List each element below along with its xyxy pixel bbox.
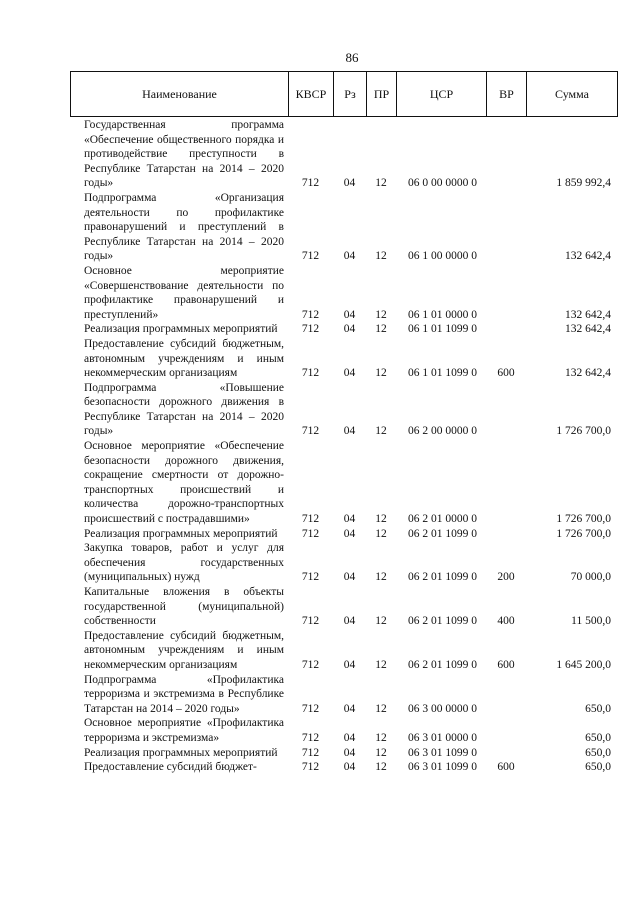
header-pr: ПР [367, 72, 397, 117]
table-row [70, 541, 617, 585]
page-number: 86 [345, 50, 359, 65]
cell-vr [486, 322, 526, 337]
header-rz: Рз [334, 72, 367, 117]
table-row [70, 264, 617, 322]
table-row [70, 527, 617, 542]
table-row [70, 673, 617, 717]
cell-sum: 11 500,0 [571, 615, 611, 628]
cell-csr: 06 3 00 0000 0 [408, 702, 477, 715]
cell-kvsr: 712 [301, 761, 320, 774]
cell-csr: 06 2 00 0000 0 [408, 425, 477, 438]
cell-pr: 12 [375, 367, 387, 380]
cell-name: Основное мероприятие «Профилактика терроризма и экстремизма» [84, 717, 284, 744]
cell-pr: 12 [375, 425, 387, 438]
cell-sum: 132 642,4 [565, 367, 611, 380]
cell-name: Подпрограмма «Профилактика терроризма и экстремизма в Республике Татарстан на 2014 – 2020 годы» [84, 673, 284, 715]
cell-sum: 1 726 700,0 [556, 425, 611, 438]
cell-kvsr: 712 [301, 571, 320, 584]
header-sum: Сумма [527, 72, 618, 117]
cell-csr: 06 1 01 1099 0 [408, 367, 477, 380]
cell-sum: 1 859 992,4 [556, 177, 611, 190]
cell-vr [486, 191, 526, 264]
cell-kvsr: 712 [301, 615, 320, 628]
cell-rz: 04 [343, 702, 356, 715]
cell-sum: 1 726 700,0 [556, 513, 611, 526]
cell-pr: 12 [375, 571, 387, 584]
cell-csr: 06 3 01 0000 0 [408, 731, 477, 744]
cell-vr: 400 [497, 615, 515, 628]
cell-name: Подпрограмма «Организация деятельности по профилактике правонарушений и преступлений в Республике Татарстан на 2014 – 2020 годы» [84, 191, 284, 263]
cell-rz: 04 [343, 615, 356, 628]
table-row [70, 585, 617, 629]
cell-kvsr: 712 [301, 658, 320, 671]
cell-vr: 200 [497, 571, 515, 584]
table-row [70, 118, 617, 191]
cell-vr [486, 439, 526, 527]
cell-vr [486, 381, 526, 439]
cell-vr [486, 746, 526, 761]
cell-sum: 70 000,0 [570, 571, 611, 584]
cell-rz: 04 [343, 761, 356, 774]
cell-kvsr: 712 [301, 425, 320, 438]
cell-kvsr: 712 [301, 367, 320, 380]
cell-name: Основное мероприятие «Обеспечение безопасности дорожного движения, сокращение смертности от дорожно-транспортных происшествий и количества дорожно-транспортных происшествий с пострадавшими» [84, 440, 284, 526]
header-kvsr: КВСР [289, 72, 334, 117]
cell-rz: 04 [343, 513, 356, 526]
cell-name: Предоставление субсидий бюджет- [84, 761, 257, 774]
cell-sum: 1 645 200,0 [556, 658, 611, 671]
cell-csr: 06 1 00 0000 0 [408, 250, 477, 263]
table-row [70, 746, 617, 761]
cell-vr [486, 716, 526, 745]
cell-rz: 04 [343, 746, 356, 759]
cell-csr: 06 2 01 1099 0 [408, 527, 477, 540]
cell-kvsr: 712 [301, 702, 320, 715]
cell-pr: 12 [375, 250, 387, 263]
cell-rz: 04 [343, 308, 356, 321]
table-row [70, 191, 617, 264]
budget-table-body [70, 118, 617, 775]
cell-name: Подпрограмма «Повышение безопасности дорожного движения в Республике Татарстан на 2014 – 2020 годы» [84, 381, 284, 438]
cell-rz: 04 [343, 658, 356, 671]
cell-vr [486, 118, 526, 191]
budget-table [70, 118, 617, 775]
cell-kvsr: 712 [301, 177, 320, 190]
header-vr: ВР [487, 72, 527, 117]
cell-csr: 06 3 01 1099 0 [408, 761, 477, 774]
cell-name: Предоставление субсидий бюджетным, автономным учреждениям и иным некоммерческим организациям [84, 629, 284, 671]
table-row [70, 629, 617, 673]
cell-name: Закупка товаров, работ и услуг для обеспечения государственных (муниципальных) нужд [84, 542, 284, 584]
cell-rz: 04 [343, 527, 356, 540]
cell-name: Реализация программных мероприятий [84, 323, 278, 336]
cell-pr: 12 [375, 658, 387, 671]
cell-name: Основное мероприятие «Совершенствование деятельности по профилактике правонарушений и преступлений» [84, 264, 284, 321]
cell-name: Государственная программа «Обеспечение общественного порядка и противодействие преступности в Республике Татарстан на 2014 – 2020 годы» [84, 119, 284, 190]
table-row [70, 716, 617, 745]
cell-vr [486, 264, 526, 322]
cell-name: Предоставление субсидий бюджетным, автономным учреждениям и иным некоммерческим организациям [84, 337, 284, 380]
cell-pr: 12 [375, 615, 387, 628]
header-name: Наименование [71, 72, 289, 117]
cell-kvsr: 712 [301, 513, 320, 526]
cell-kvsr: 712 [301, 323, 320, 336]
cell-rz: 04 [343, 323, 356, 336]
table-row [70, 337, 617, 381]
cell-pr: 12 [375, 702, 387, 715]
cell-vr: 600 [497, 761, 515, 774]
cell-name: Реализация программных мероприятий [84, 746, 278, 759]
cell-sum: 132 642,4 [565, 323, 611, 336]
cell-rz: 04 [343, 425, 356, 438]
cell-vr: 600 [497, 658, 515, 671]
cell-name: Реализация программных мероприятий [84, 527, 278, 540]
cell-sum: 132 642,4 [565, 308, 611, 321]
cell-kvsr: 712 [301, 746, 320, 759]
cell-csr: 06 2 01 0000 0 [408, 513, 477, 526]
table-row [70, 760, 617, 775]
cell-csr: 06 1 01 0000 0 [408, 308, 477, 321]
table-row [70, 322, 617, 337]
cell-kvsr: 712 [301, 308, 320, 321]
cell-kvsr: 712 [301, 731, 320, 744]
cell-csr: 06 2 01 1099 0 [408, 658, 477, 671]
cell-vr [486, 527, 526, 542]
cell-pr: 12 [375, 731, 387, 744]
cell-csr: 06 3 01 1099 0 [408, 746, 477, 759]
cell-sum: 132 642,4 [565, 250, 611, 263]
table-row [70, 381, 617, 439]
cell-rz: 04 [343, 177, 356, 190]
cell-sum: 650,0 [585, 746, 611, 759]
cell-pr: 12 [375, 308, 387, 321]
cell-csr: 06 2 01 1099 0 [408, 615, 477, 628]
cell-pr: 12 [375, 746, 387, 759]
cell-kvsr: 712 [301, 527, 320, 540]
cell-kvsr: 712 [301, 250, 320, 263]
cell-pr: 12 [375, 177, 387, 190]
cell-vr: 600 [497, 367, 515, 380]
cell-csr: 06 0 00 0000 0 [408, 177, 477, 190]
cell-pr: 12 [375, 323, 387, 336]
cell-sum: 650,0 [585, 761, 611, 774]
cell-vr [486, 673, 526, 717]
cell-sum: 650,0 [585, 702, 611, 715]
cell-sum: 650,0 [585, 731, 611, 744]
table-header [70, 71, 618, 117]
cell-pr: 12 [375, 761, 387, 774]
table-row [70, 439, 617, 527]
cell-pr: 12 [375, 513, 387, 526]
cell-rz: 04 [343, 367, 356, 380]
cell-csr: 06 1 01 1099 0 [408, 323, 477, 336]
cell-rz: 04 [343, 250, 356, 263]
header-csr: ЦСР [397, 72, 487, 117]
cell-name: Капитальные вложения в объекты государственной (муниципальной) собственности [84, 586, 284, 628]
cell-rz: 04 [343, 731, 356, 744]
cell-csr: 06 2 01 1099 0 [408, 571, 477, 584]
cell-rz: 04 [343, 571, 356, 584]
cell-sum: 1 726 700,0 [556, 527, 611, 540]
cell-pr: 12 [375, 527, 387, 540]
